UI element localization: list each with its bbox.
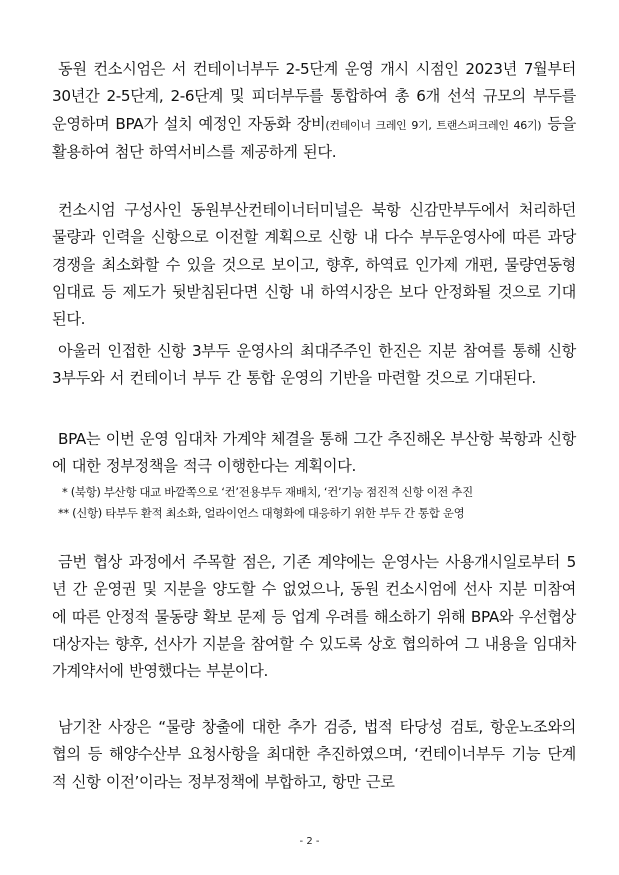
paragraph-3 [52, 338, 576, 393]
paragraph-5-text: 금번 협상 과정에서 주목할 점은, 기존 계약에는 운영사는 사용개시일로부터 5년 간 운영권 및 지분을 양도할 수 없었으나, 동원 컨소시엄에 선사 지분 미참여에 따른 안정적 물동량 확보 문제 등 업계 우려를 해소하기 위해 BPA와 우선협상대상자는 향후, 선사가 지분을 참여할 수 있도록 상호 협의하여 그 내용을 임대차 가계약서에 반영했다는 부분이다. [52, 553, 576, 681]
paragraph-6 [52, 714, 576, 796]
paragraph-2-text: 컨소시엄 구성사인 동원부산컨테이너터미널은 북항 신감만부두에서 처리하던 물량과 인력을 신항으로 이전할 계획으로 신항 내 다수 부두운영사에 따른 과당경쟁을 최소화할 수 있을 것으로 보이고, 향후, 하역료 인가제 개편, 물량연동형 임대료 등 제도가 뒷받침된다면 신항 내 하역시장은 보다 안정화될 것으로 기대된다. [52, 201, 576, 329]
paragraph-4-text: BPA는 이번 운영 임대차 가계약 체결을 통해 그간 추진해온 부산항 북항과 신항에 대한 정부정책을 적극 이행한다는 계획이다. [52, 430, 576, 476]
paragraph-4 [52, 426, 576, 481]
paragraph-3-text: 아울러 인접한 신항 3부두 운영사의 최대주주인 한진은 지분 참여를 통해 신항 3부두와 서 컨테이너 부두 간 통합 운영의 기반을 마련할 것으로 기대된다. [52, 342, 576, 388]
paragraph-1-text: 동원 컨소시엄은 서 컨테이너부두 2-5단계 운영 개시 시점인 2023년 7월부터 30년간 2-5단계, 2-6단계 및 피더부두를 통합하여 총 6개 선석 규모의 부두를 운영하며 BPA가 설치 예정인 자동화 장비 [52, 60, 576, 133]
paragraph-2 [52, 197, 576, 333]
paragraph-6-text: 남기찬 사장은 “물량 창출에 대한 추가 검증, 법적 타당성 검토, 항운노조와의 협의 등 해양수산부 요청사항을 최대한 추진하였으며, ‘컨테이너부두 기능 단계적 신항 이전’이라는 정부정책에 부합하고, 항만 근로 [52, 718, 576, 791]
page-number: - 2 - [299, 836, 320, 847]
footnote-2: ** (신항) 타부두 환적 최소화, 얼라이언스 대형화에 대응하기 위한 부두 간 통합 운영 [58, 506, 465, 520]
footnotes [52, 483, 576, 523]
paragraph-5 [52, 549, 576, 685]
paragraph-1 [52, 56, 576, 166]
paragraph-1-tail: 등을 활용하여 첨단 하역서비스를 제공하게 된다. [52, 114, 576, 161]
footnote-1: * (북항) 부산항 대교 바깥쪽으로 ‘컨’전용부두 재배치, ‘컨’기능 점진적 신항 이전 추진 [62, 485, 473, 499]
paragraph-1-equipment-note: (컨테이너 크레인 9기, 트랜스퍼크레인 46기) [325, 118, 542, 132]
